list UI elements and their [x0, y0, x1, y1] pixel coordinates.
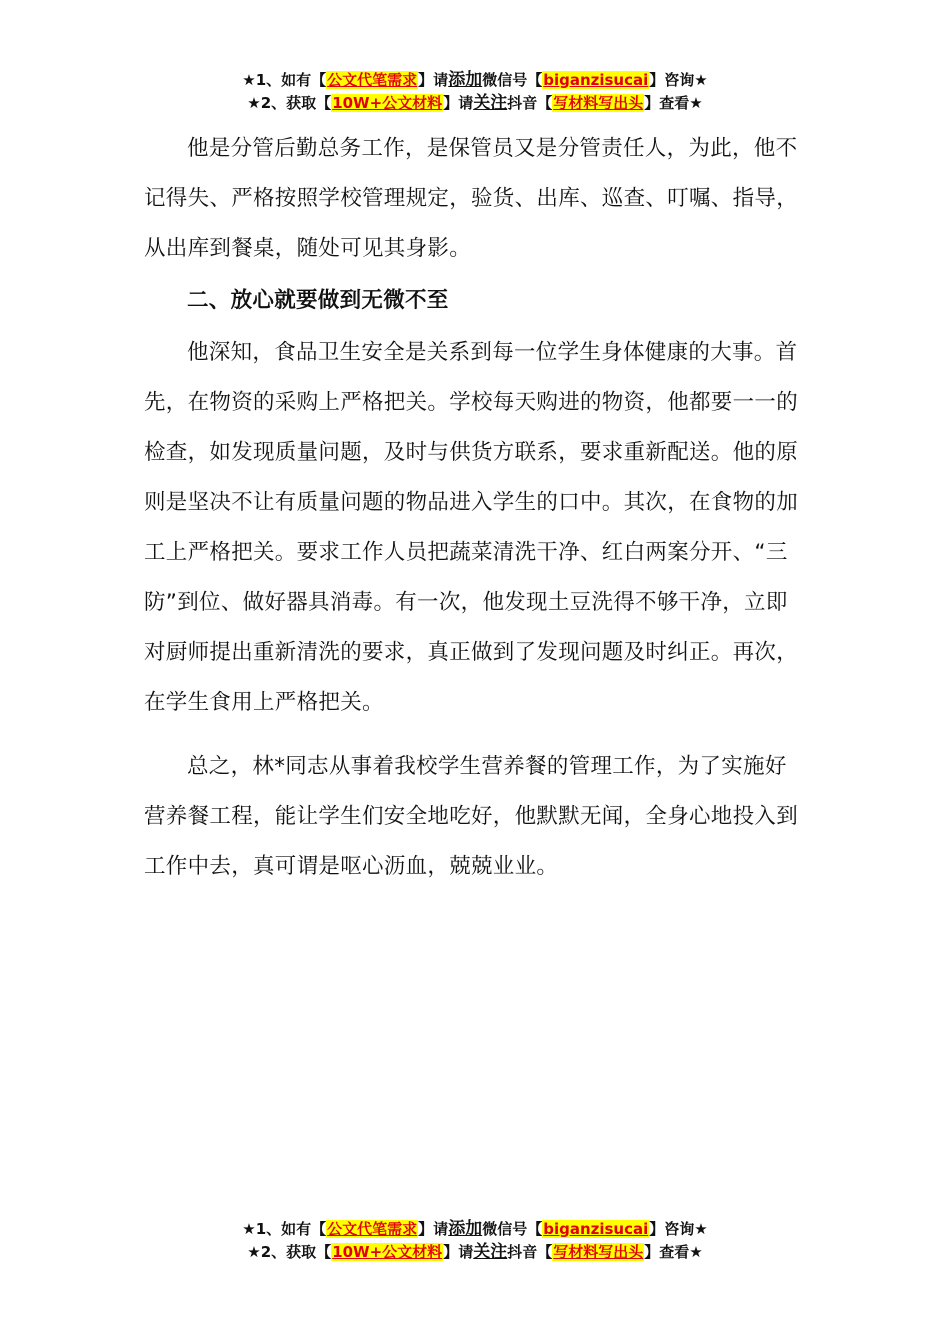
banner-line-1	[0, 1218, 950, 1241]
banner-text: 】咨询★	[649, 1220, 708, 1238]
banner-text: 微信号【	[482, 1220, 543, 1238]
banner-text: 】请	[418, 1220, 449, 1238]
banner-text: 】请	[443, 94, 474, 112]
highlight-materials: 10W+公文材料	[332, 1243, 443, 1261]
banner-text: 】查看★	[644, 1243, 703, 1261]
header-banner	[0, 69, 950, 115]
footer-banner	[0, 1218, 950, 1264]
banner-text: 】查看★	[644, 94, 703, 112]
banner-text: ★1、如有【	[242, 1220, 327, 1238]
banner-text: ★2、获取【	[247, 1243, 332, 1261]
banner-text: 微信号【	[482, 71, 543, 89]
paragraph-2: 他深知，食品卫生安全是关系到每一位学生身体健康的大事。首先，在物资的采购上严格把关。学校每天购进的物资，他都要一一的检查，如发现质量问题，及时与供货方联系，要求重新配送。他的原则是坚决不让有质量问题的物品进入学生的口中。其次，在食物的加工上严格把关。要求工作人员把蔬菜清洗干净、红白两案分开、“三防”到位、做好器具消毒。有一次，他发现土豆洗得不够干净，立即对厨师提出重新清洗的要求，真正做到了发现问题及时纠正。再次，在学生食用上严格把关。	[144, 340, 799, 715]
emphasis-follow: 关注	[473, 1242, 508, 1262]
highlight-wechat-id: biganzisucai	[543, 1220, 649, 1238]
document-body	[144, 124, 808, 892]
banner-text: 】咨询★	[649, 71, 708, 89]
highlight-materials: 10W+公文材料	[332, 94, 443, 112]
emphasis-add: 添加	[448, 1219, 483, 1239]
banner-text: 抖音【	[507, 94, 553, 112]
banner-text: 】请	[418, 71, 449, 89]
highlight-service: 公文代笔需求	[327, 71, 418, 89]
paragraph-1: 他是分管后勤总务工作，是保管员又是分管责任人，为此，他不记得失、严格按照学校管理规定，验货、出库、巡查、叮嘱、指导，从出库到餐桌，随处可见其身影。	[144, 136, 799, 261]
spacer	[144, 728, 808, 742]
banner-line-2	[0, 1241, 950, 1264]
paragraph-3: 总之，林*同志从事着我校学生营养餐的管理工作，为了实施好营养餐工程，能让学生们安全地吃好，他默默无闻，全身心地投入到工作中去，真可谓是呕心沥血，兢兢业业。	[144, 754, 799, 879]
banner-text: ★2、获取【	[247, 94, 332, 112]
banner-line-1	[0, 69, 950, 92]
banner-text: 】请	[443, 1243, 474, 1261]
highlight-service: 公文代笔需求	[327, 1220, 418, 1238]
highlight-wechat-id: biganzisucai	[543, 71, 649, 89]
emphasis-add: 添加	[448, 70, 483, 90]
highlight-douyin: 写材料写出头	[553, 1243, 644, 1261]
section-heading: 二、放心就要做到无微不至	[187, 288, 449, 313]
emphasis-follow: 关注	[473, 93, 508, 113]
banner-text: ★1、如有【	[242, 71, 327, 89]
highlight-douyin: 写材料写出头	[553, 94, 644, 112]
banner-text: 抖音【	[507, 1243, 553, 1261]
banner-line-2	[0, 92, 950, 115]
